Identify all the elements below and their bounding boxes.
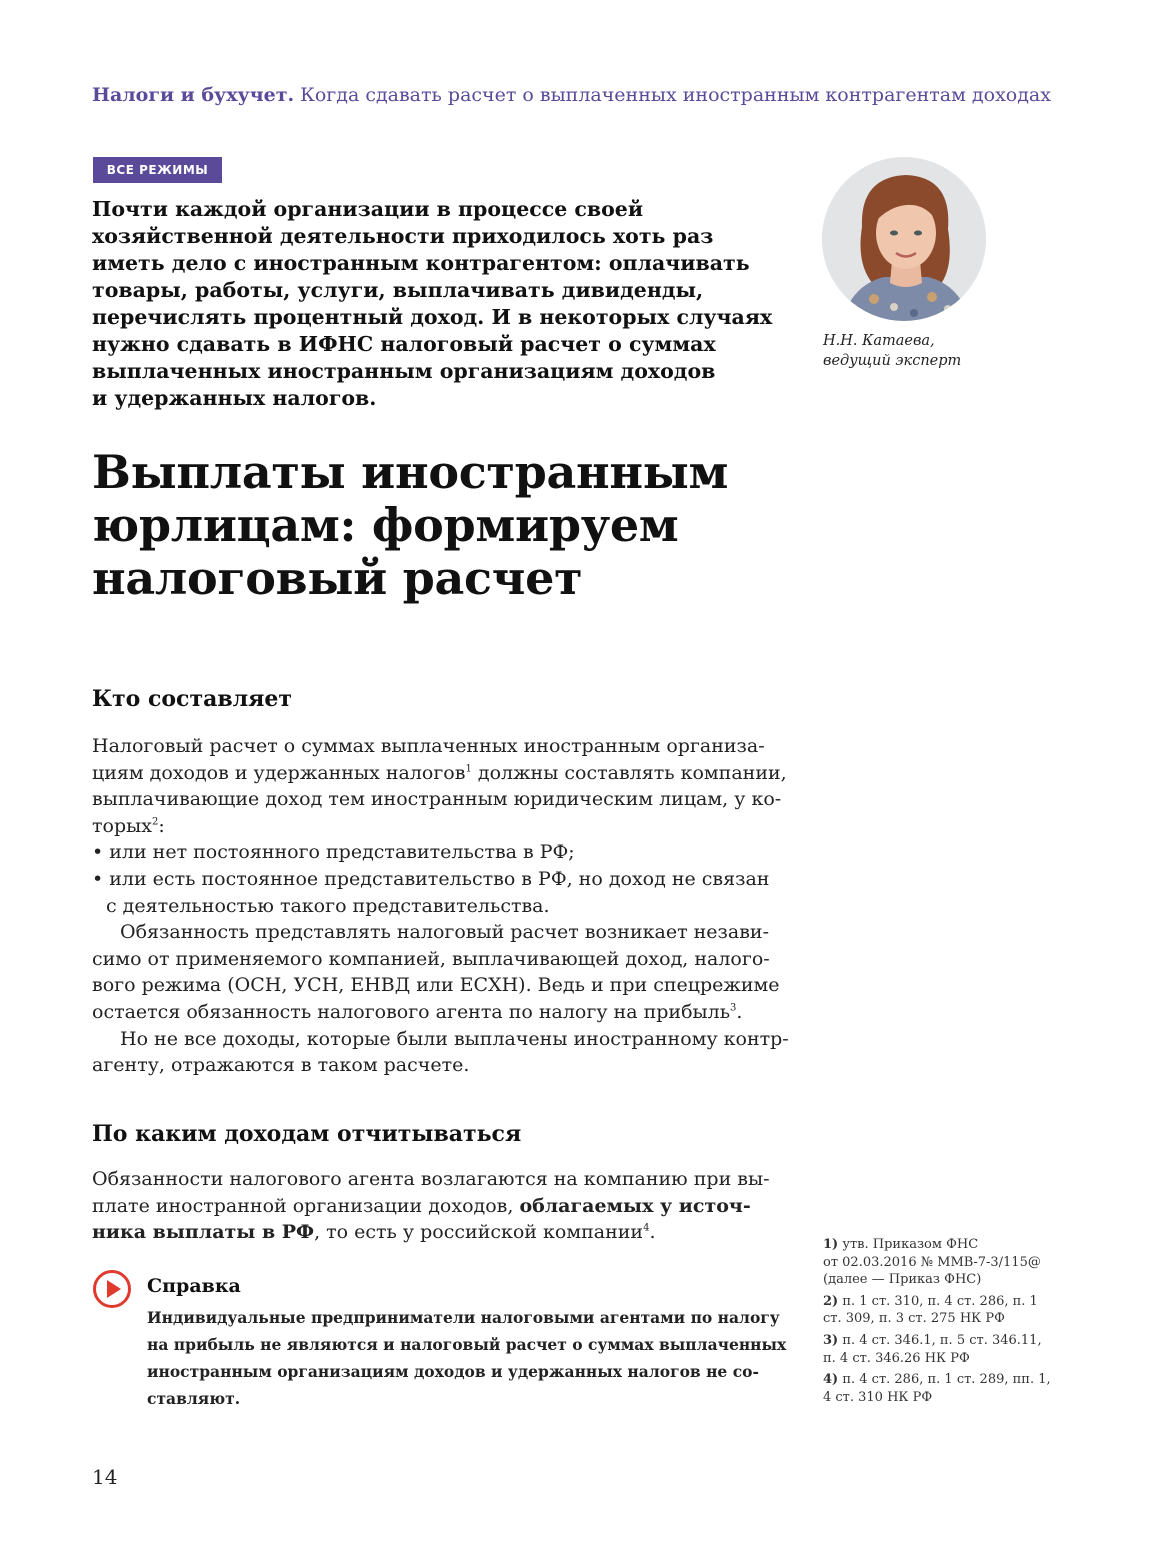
body-line: ника выплаты в РФ, то есть у российской компании$^4$. — [92, 1221, 656, 1244]
author-portrait — [822, 157, 986, 321]
lead-line: и удержанных налогов. — [92, 386, 377, 410]
note-line: Индивидуальные предприниматели налоговыми агентами по налогу — [147, 1308, 780, 1327]
footnote: 4) п. 4 ст. 286, п. 1 ст. 289, пп. 1, 4 ст. 310 НК РФ — [823, 1372, 1051, 1405]
note-line: ставляют. — [147, 1389, 241, 1408]
article-title — [92, 446, 792, 605]
author-role: ведущий эксперт — [823, 353, 962, 369]
lead-line: перечислять процентный доход. И в некоторых случаях — [92, 305, 773, 329]
body-line: циям доходов и удержанных налогов$^1$ должны составлять компании, — [92, 761, 787, 784]
bullet-item: • или нет постоянного представительства в РФ; — [92, 841, 575, 864]
body-line: остается обязанность налогового агента по налогу на прибыль$^3$. — [92, 1000, 743, 1023]
emphasis: ника выплаты в РФ — [92, 1221, 315, 1244]
lead-line: нужно сдавать в ИФНС налоговый расчет о суммах — [92, 332, 716, 356]
lead-line: хозяйственной деятельности приходилось хоть раз — [92, 224, 714, 248]
bullet-continuation: с деятельностью такого представительства. — [106, 894, 550, 917]
footnote: 2) п. 1 ст. 310, п. 4 ст. 286, п. 1 ст. 309, п. 3 ст. 275 НК РФ — [823, 1293, 1038, 1327]
body-line: плате иностранной организации доходов, облагаемых у источ- — [92, 1194, 751, 1217]
note-line: иностранным организациям доходов и удержанных налогов не со- — [147, 1362, 759, 1381]
author-caption — [823, 331, 961, 371]
lead-line: Почти каждой организации в процессе своей — [92, 197, 644, 221]
body-line: торых$^2$: — [92, 814, 165, 837]
footnotes — [823, 1236, 1053, 1410]
body-line: вого режима (ОСН, УСН, ЕНВД или ЕСХН). Ведь и при спецрежиме — [92, 974, 780, 997]
bullet-item: • или есть постоянное представительство в РФ, но доход не связан — [92, 867, 770, 890]
note-body — [147, 1304, 787, 1412]
body-line: Налоговый расчет о суммах выплаченных иностранным организа- — [92, 735, 765, 757]
lead-line: иметь дело с иностранным контрагентом: оплачивать — [92, 251, 750, 275]
section-body — [92, 733, 789, 1079]
footnote: 3) п. 4 ст. 346.1, п. 5 ст. 346.11, п. 4 ст. 346.26 НК РФ — [823, 1332, 1042, 1366]
section-heading: Кто составляет — [92, 686, 293, 712]
note-line: на прибыль не являются и налоговый расчет о суммах выплаченных — [147, 1335, 787, 1354]
section-name: Налоги и бухучет. — [92, 84, 295, 106]
portrait-illustration — [822, 157, 986, 321]
lead-line: товары, работы, услуги, выплачивать дивиденды, — [92, 278, 704, 302]
body-line: агенту, отражаются в таком расчете. — [92, 1054, 470, 1077]
regime-badge: ВСЕ РЕЖИМЫ — [93, 157, 222, 183]
emphasis: облагаемых у источ- — [519, 1194, 751, 1217]
body-line: выплачивающие доход тем иностранным юридическим лицам, у ко- — [92, 788, 782, 811]
running-head — [92, 84, 1092, 106]
title-line: юрлицам: формируем — [92, 498, 679, 552]
body-line: Но не все доходы, которые были выплачены иностранному контр- — [120, 1027, 789, 1050]
body-line: Обязанности налогового агента возлагаются на компанию при вы- — [92, 1168, 770, 1190]
body-line: Обязанность представлять налоговый расчет возникает незави- — [120, 921, 769, 944]
author-name: Н.Н. Катаева, — [823, 333, 935, 349]
lead-line: выплаченных иностранным организациям доходов — [92, 359, 716, 383]
title-line: Выплаты иностранным — [92, 445, 729, 499]
title-line: налоговый расчет — [92, 551, 583, 605]
play-icon — [92, 1269, 132, 1309]
section-heading: По каким доходам отчитываться — [92, 1121, 522, 1147]
article-short-title: Когда сдавать расчет о выплаченных иностранным контрагентам доходах — [294, 84, 1051, 106]
footnote: 1) утв. Приказом ФНС от 02.03.2016 № ММВ-7-3/115@ (далее — Приказ ФНС) — [823, 1237, 1041, 1288]
body-line: симо от применяемого компанией, выплачивающей доход, налого- — [92, 947, 770, 970]
lead-paragraph — [92, 196, 772, 412]
section-body — [92, 1166, 772, 1246]
page-number: 14 — [92, 1465, 118, 1489]
note-title: Справка — [147, 1275, 241, 1297]
